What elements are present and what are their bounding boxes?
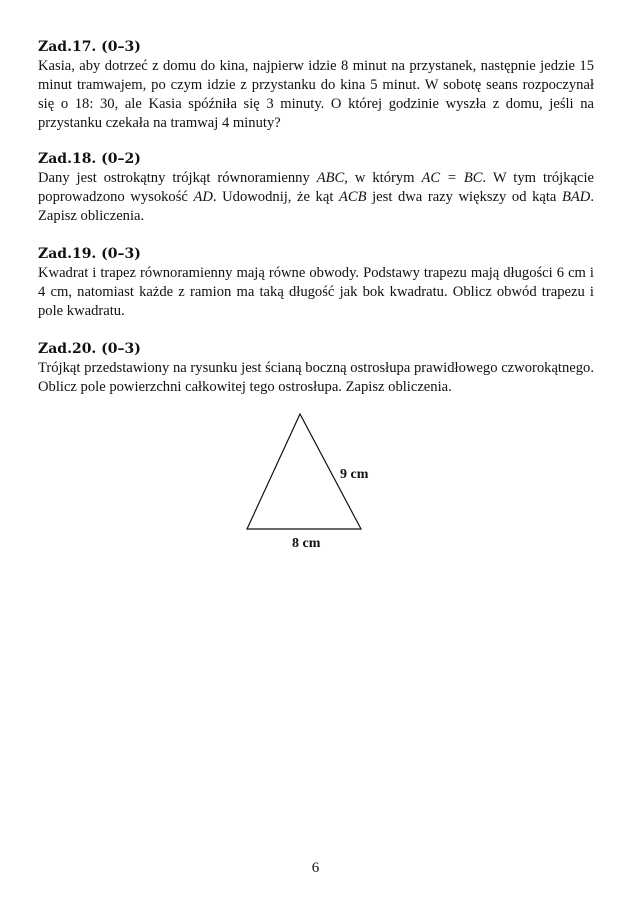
task-17-text: Kasia, aby dotrzeć z domu do kina, najpierw idzie 8 minut na przystanek, następnie jedzie 15 minut tramwajem, po czym idzie z przystanku do kina 5 minut. W sobotę seans rozpoczynał się o 18: 30, ale Kasia spóźniła się 3 minuty. O której godzinie wyszła z domu, jeśli na przystanku czekała na tramwaj 4 minuty? — [38, 58, 594, 131]
task-17-title: Zad.17. (0–3) — [38, 39, 141, 55]
task-18 — [38, 150, 594, 226]
base-length-label: 8 cm — [292, 536, 321, 551]
task-20-title: Zad.20. (0–3) — [38, 341, 141, 357]
task-19 — [38, 245, 594, 321]
task-20-text: Trójkąt przedstawiony na rysunku jest ścianą boczną ostrosłupa prawidłowego czworokątnego. Oblicz pole powierzchni całkowitej tego ostrosłupa. Zapisz obliczenia. — [38, 360, 594, 395]
task-18-text: Dany jest ostrokątny trójkąt równoramienny ABC, w którym AC = BC. W tym trójkącie poprowadzono wysokość AD. Udowodnij, że kąt ACB jest dwa razy większy od kąta BAD. Zapisz obliczenia. — [38, 170, 594, 224]
task-18-title: Zad.18. (0–2) — [38, 151, 141, 167]
task-20 — [38, 340, 594, 397]
side-length-label: 9 cm — [340, 467, 369, 482]
task-19-text: Kwadrat i trapez równoramienny mają równe obwody. Podstawy trapezu mają długości 6 cm i 4 cm, natomiast każde z ramion ma taką długość jak bok kwadratu. Oblicz obwód trapezu i pole kwadratu. — [38, 265, 594, 319]
triangle-figure — [230, 408, 390, 558]
task-19-title: Zad.19. (0–3) — [38, 246, 141, 262]
triangle-diagram — [230, 408, 390, 558]
page-number: 6 — [311, 860, 320, 876]
task-17 — [38, 38, 594, 133]
